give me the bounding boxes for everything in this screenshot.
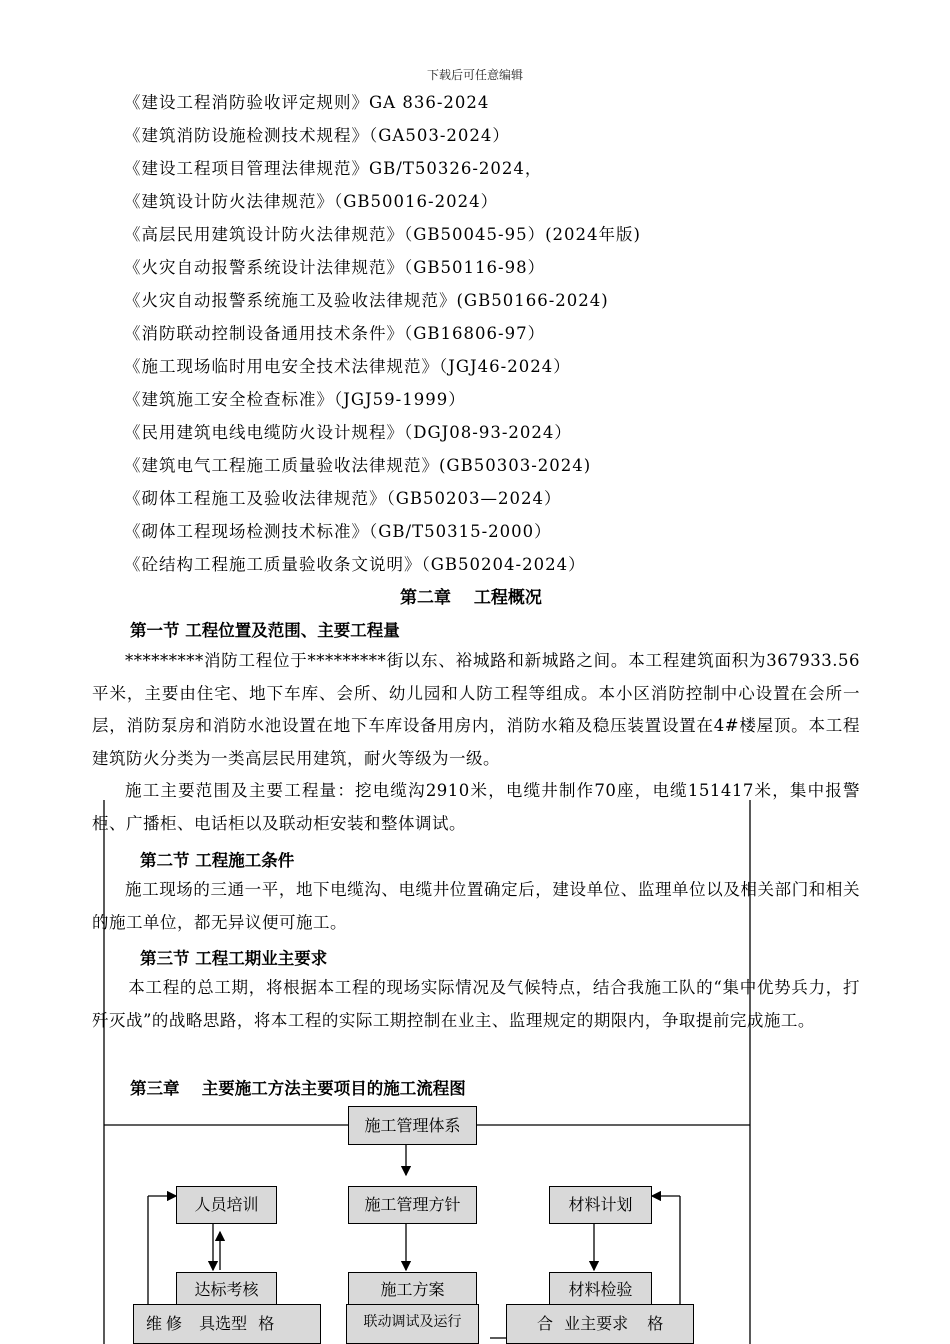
chapter-3-title: 第三章 主要施工方法主要项目的施工流程图 xyxy=(130,1079,466,1098)
standard-item: 《火灾自动报警系统施工及验收法律规范》(GB50166-2024) xyxy=(124,291,609,310)
standard-item: 《砌体工程施工及验收法律规范》（GB50203—2024） xyxy=(124,489,562,508)
flow-box-label: 材料计划 xyxy=(568,1195,633,1214)
standard-item: 《火灾自动报警系统设计法律规范》（GB50116-98） xyxy=(124,258,546,277)
standard-item: 《建筑施工安全检查标准》（JGJ59-1999） xyxy=(124,390,466,409)
standard-item: 《消防联动控制设备通用技术条件》（GB16806-97） xyxy=(124,324,546,343)
flow-box-label: 人员培训 xyxy=(194,1195,259,1214)
flow-box-label: 格 xyxy=(647,1314,664,1333)
standard-item: 《建筑设计防火法律规范》（GB50016-2024） xyxy=(124,192,499,211)
flow-box-construction-plan xyxy=(348,1272,477,1308)
flow-box-material-inspection xyxy=(549,1272,652,1308)
section-1-paragraph-2: 施工主要范围及主要工程量：挖电缆沟2910米，电缆井制作70座，电缆151417米，集中报警柜、广播柜、电话柜以及联动柜安装和整体调试。 xyxy=(92,781,860,833)
flow-box-label: 达标考核 xyxy=(194,1280,259,1299)
flow-box-label: 施工方案 xyxy=(380,1280,445,1299)
section-1-title: 第一节 工程位置及范围、主要工程量 xyxy=(130,621,400,640)
standard-item: 《高层民用建筑设计防火法律规范》（GB50045-95）(2024年版) xyxy=(124,225,641,244)
standard-item: 《民用建筑电线电缆防火设计规程》（DGJ08-93-2024） xyxy=(124,423,572,442)
flow-box-policy xyxy=(348,1186,477,1224)
flow-box-maintenance xyxy=(133,1304,321,1344)
section-3-paragraph: 本工程的总工期，将根据本工程的现场实际情况及气候特点，结合我施工队的“集中优势兵力，打歼灭战”的战略思路，将本工程的实际工期控制在业主、监理规定的期限内，争取提前完成施工。 xyxy=(92,978,860,1030)
flow-box-owner-requirements xyxy=(506,1304,694,1344)
standards-list xyxy=(124,86,641,581)
flow-box-label: 联动调试及运行 xyxy=(363,1314,462,1330)
chapter-2-title: 第二章 工程概况 xyxy=(400,588,542,608)
section-2-paragraph: 施工现场的三通一平，地下电缆沟、电缆井位置确定后，建设单位、监理单位以及相关部门和相关的施工单位，都无异议便可施工。 xyxy=(92,880,860,932)
flow-box-label: 合 xyxy=(537,1314,554,1333)
section-1-paragraph-1: *********消防工程位于*********街以东、裕城路和新城路之间。本工程建筑面积为367933.56平米，主要由住宅、地下车库、会所、幼儿园和人防工程等组成。本小区消防控制中心设置在会所一层，消防泵房和消防水池设置在地下车库设备用房内，消防水箱及稳压装置设置在4#楼屋顶。本工程建筑防火分类为一类高层民用建筑，耐火等级为一级。 xyxy=(92,651,860,768)
standard-item: 《砌体工程现场检测技术标准》（GB/T50315-2000） xyxy=(124,522,552,541)
flow-box-commissioning xyxy=(346,1304,479,1344)
flow-box-assessment xyxy=(176,1272,277,1308)
flow-box-management-system xyxy=(348,1106,477,1145)
page-header: 下载后可任意编辑 xyxy=(426,68,523,82)
flow-box-label: 施工管理体系 xyxy=(364,1116,461,1135)
standard-item: 《建筑消防设施检测技术规程》（GA503-2024） xyxy=(124,126,510,145)
flow-box-label: 施工管理方针 xyxy=(364,1195,461,1214)
section-3-title: 第三节 工程工期业主要求 xyxy=(140,949,328,968)
flow-box-label: 格 xyxy=(258,1314,275,1333)
flow-box-label: 业主要求 xyxy=(564,1314,629,1333)
standard-item: 《建设工程消防验收评定规则》GA 836-2024 xyxy=(124,93,490,112)
flow-box-material-plan xyxy=(549,1186,652,1224)
standard-item: 《施工现场临时用电安全技术法律规范》（JGJ46-2024） xyxy=(124,357,571,376)
standard-item: 《砼结构工程施工质量验收条文说明》（GB50204-2024） xyxy=(124,555,586,574)
flow-box-label: 具选型 xyxy=(199,1314,248,1333)
flow-box-label: 材料检验 xyxy=(568,1280,633,1299)
flow-box-training xyxy=(176,1186,277,1224)
standard-item: 《建设工程项目管理法律规范》GB/T50326-2024， xyxy=(124,159,543,178)
flow-box-label: 维修 xyxy=(146,1314,187,1333)
standard-item: 《建筑电气工程施工质量验收法律规范》(GB50303-2024) xyxy=(124,456,592,475)
section-2-title: 第二节 工程施工条件 xyxy=(140,851,295,870)
